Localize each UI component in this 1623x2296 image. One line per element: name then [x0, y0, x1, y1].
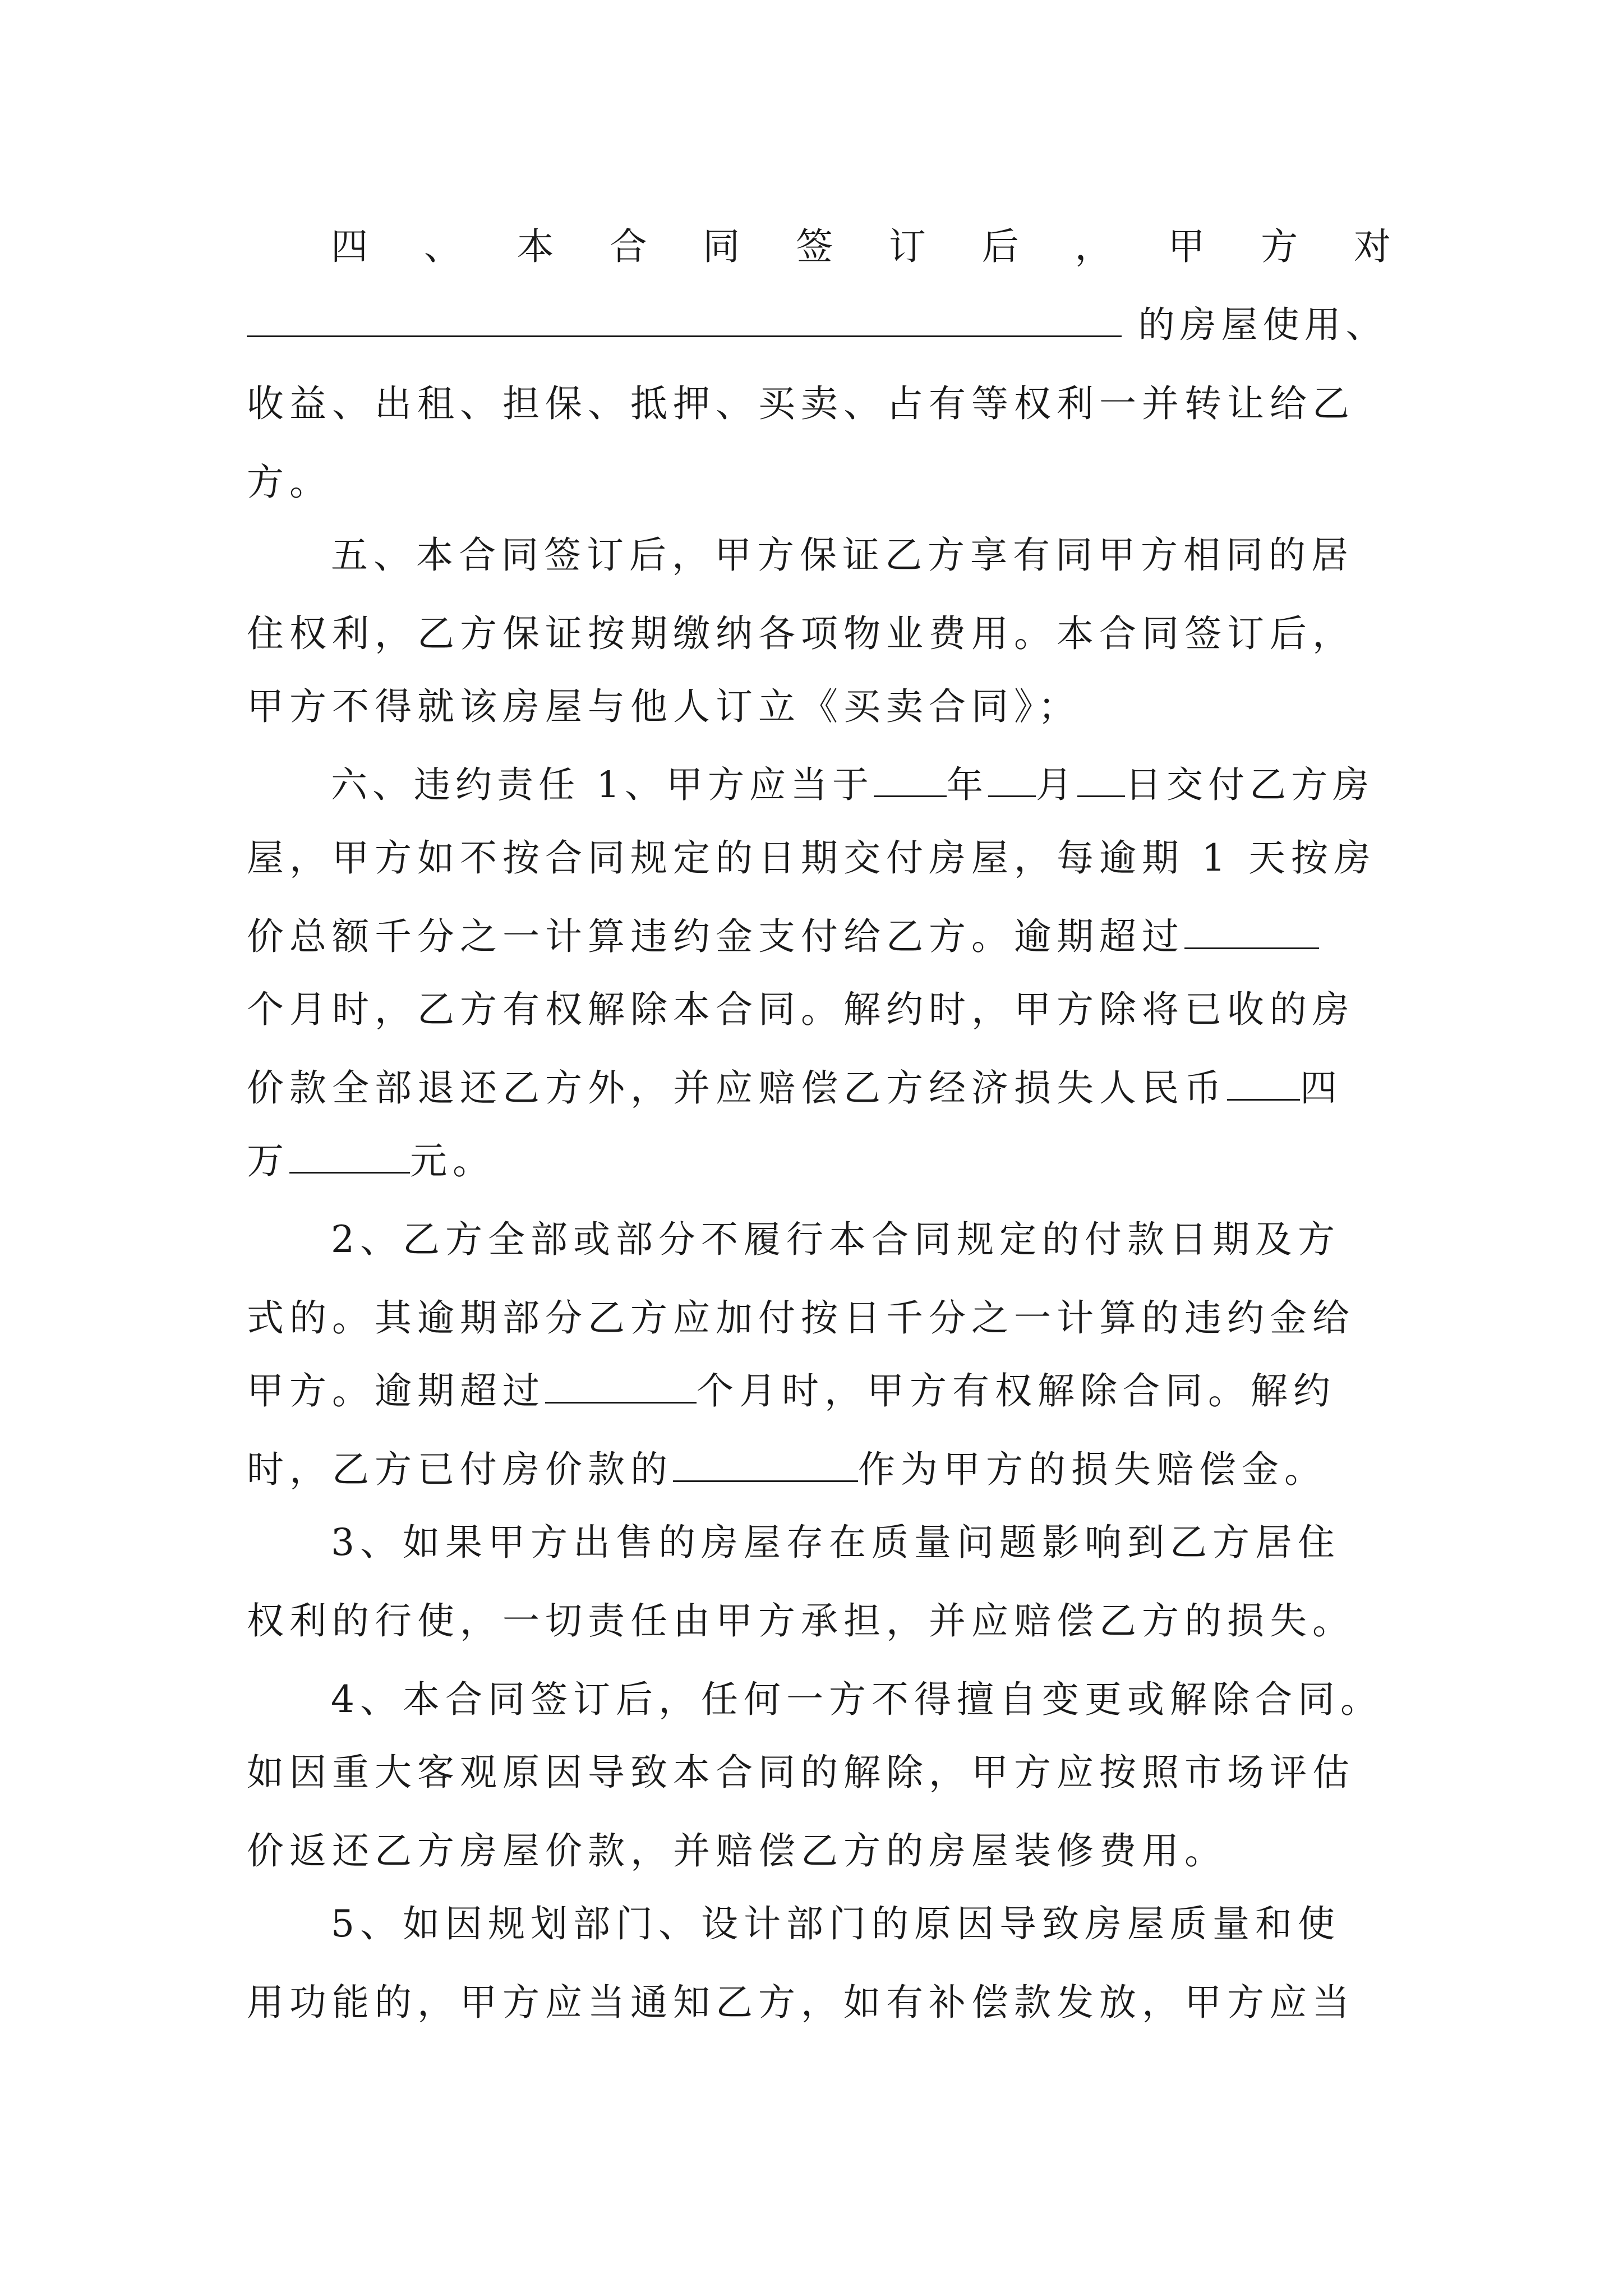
- clause-6-2-line-3: [247, 1358, 1391, 1425]
- fill-blank: [289, 1138, 410, 1174]
- fill-blank: [1227, 1065, 1300, 1101]
- clause-6-text: 元。: [410, 1139, 495, 1182]
- day-blank: [1077, 762, 1125, 797]
- clause-4-char: 方: [1261, 225, 1298, 268]
- clause-6-4-line-1: 4、本合同签订后，任何一方不得擅自变更或解除合同。: [331, 1678, 1383, 1721]
- year-blank: [874, 762, 947, 797]
- fill-blank: [545, 1368, 697, 1404]
- clause-4-char: 对: [1353, 225, 1391, 268]
- clause-6-2-line-4: [247, 1436, 1391, 1503]
- clause-4-line-3: 收益、出租、担保、抵押、买卖、占有等权利一并转让给乙: [247, 382, 1355, 425]
- clause-6-4-line-2: 如因重大客观原因导致本合同的解除，甲方应按照市场评估: [247, 1751, 1355, 1794]
- clause-6-4-line-3: 价返还乙方房屋价款，并赔偿乙方的房屋装修费用。: [247, 1829, 1227, 1872]
- clause-6-3-line-2: 权利的行使，一切责任由甲方承担，并应赔偿乙方的损失。: [247, 1599, 1355, 1642]
- clause-4-char: 合: [610, 225, 647, 268]
- clause-6-5-line-2: 用功能的，甲方应当通知乙方，如有补偿款发放，甲方应当: [247, 1981, 1355, 2024]
- clause-6-2-text: 时，乙方已付房价款的: [247, 1448, 673, 1491]
- clause-6-2-text: 作为甲方的损失赔偿金。: [858, 1448, 1327, 1491]
- clause-4-char: 订: [888, 225, 926, 268]
- clause-4-line-1: [331, 213, 1391, 280]
- clause-5-line-2: 住权利，乙方保证按期缴纳各项物业费用。本合同签订后，: [247, 612, 1355, 655]
- year-label: 年: [947, 764, 989, 806]
- clause-6-line-2: 屋，甲方如不按合同规定的日期交付房屋，每逾期 1 天按房: [247, 836, 1376, 880]
- clause-4-char: 甲: [1168, 225, 1205, 268]
- clause-6-3-line-1: 3、如果甲方出售的房屋存在质量问题影响到乙方居住: [331, 1521, 1340, 1564]
- clause-4-char: 同: [703, 225, 740, 268]
- clause-6-2-text: 个月时，甲方有权解除合同。解约: [697, 1369, 1336, 1412]
- clause-6-line-3: [247, 903, 1391, 970]
- clause-6-2-text: 甲方。逾期超过: [247, 1369, 545, 1412]
- clause-6-2-line-2: 式的。其逾期部分乙方应加付按日千分之一计算的违约金给: [247, 1296, 1355, 1340]
- clause-6-line-5: [247, 1055, 1391, 1122]
- clause-6-text: 价款全部退还乙方外，并应赔偿乙方经济损失人民币: [247, 1066, 1227, 1110]
- clause-4-char: 签: [796, 225, 833, 268]
- clause-6-text: 六、违约责任 1、甲方应当于: [331, 764, 874, 806]
- clause-6-line-4: 个月时，乙方有权解除本合同。解约时，甲方除将已收的房: [247, 988, 1355, 1031]
- clause-4-char: 本: [517, 225, 554, 268]
- month-blank: [988, 762, 1036, 797]
- clause-4-char: ，: [1075, 225, 1112, 268]
- clause-4-char: 后: [981, 225, 1019, 268]
- fill-blank: [247, 302, 1122, 337]
- clause-6-line-6: [247, 1128, 1391, 1195]
- clause-6-5-line-1: 5、如因规划部门、设计部门的原因导致房屋质量和使: [331, 1902, 1340, 1945]
- clause-6-2-line-1: 2、乙方全部或部分不履行本合同规定的付款日期及方: [331, 1218, 1340, 1261]
- clause-6-text: 日交付乙方房: [1125, 764, 1375, 806]
- clause-4-char: 四: [331, 225, 368, 268]
- clause-4-char: 、: [423, 225, 461, 268]
- clause-5-line-3: 甲方不得就该房屋与他人订立《买卖合同》；: [247, 685, 1081, 728]
- clause-6-text: 万: [247, 1139, 289, 1182]
- clause-6-line-1: [331, 752, 1391, 819]
- fill-blank: [673, 1447, 858, 1482]
- fill-blank: [1184, 914, 1319, 949]
- clause-6-text: 四: [1300, 1066, 1343, 1110]
- clause-4-line-2: [247, 292, 1391, 359]
- clause-5-line-1: 五、本合同签订后，甲方保证乙方享有同甲方相同的居: [331, 533, 1354, 577]
- clause-4-text: 的房屋使用、: [1138, 304, 1387, 346]
- month-label: 月: [1036, 764, 1078, 806]
- clause-4-line-4: 方。: [247, 461, 332, 504]
- clause-6-text: 价总额千分之一计算违约金支付给乙方。逾期超过: [247, 915, 1184, 958]
